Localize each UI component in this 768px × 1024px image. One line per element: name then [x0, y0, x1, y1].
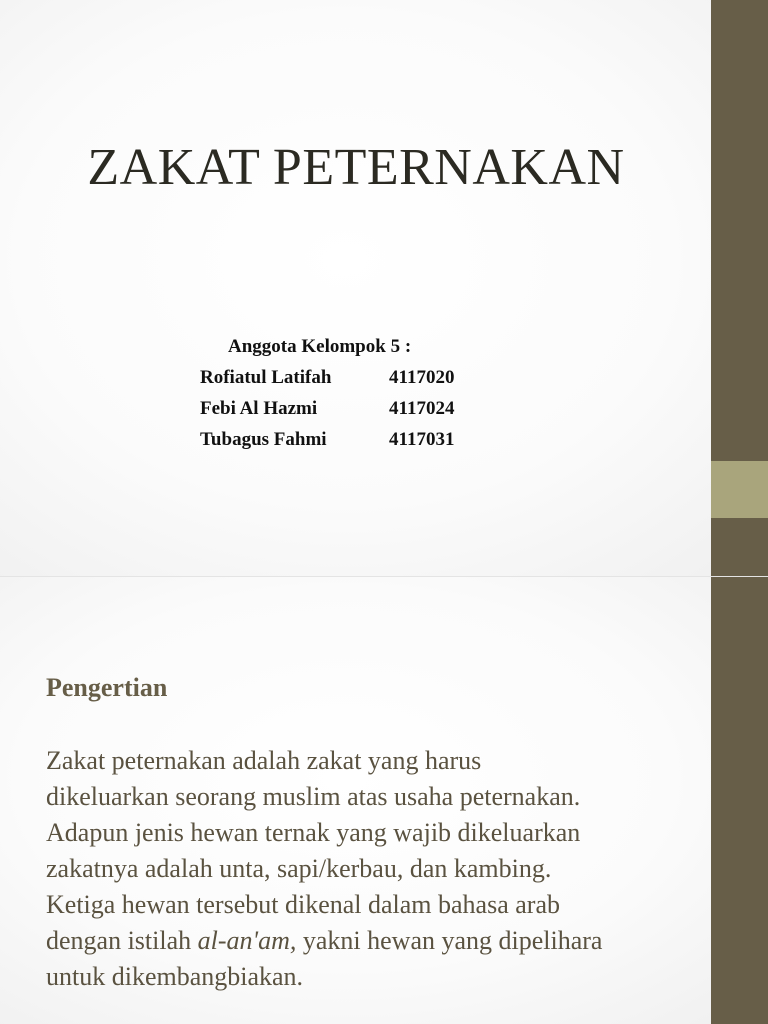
sidebar-bar: [711, 577, 768, 1024]
member-name: Febi Al Hazmi: [200, 398, 318, 419]
paragraph-line: Zakat peternakan adalah zakat yang harus: [46, 746, 482, 775]
paragraph-line: Ketiga hewan tersebut dikenal dalam bahasa arab: [46, 890, 560, 919]
member-id: 4117024: [389, 398, 455, 419]
definition-paragraph: [46, 743, 686, 995]
section-heading: Pengertian: [46, 673, 168, 702]
member-row: [200, 393, 454, 424]
line-text: dengan istilah: [46, 926, 198, 955]
member-id: 4117031: [389, 429, 455, 450]
italic-term: al-an'am,: [197, 926, 297, 955]
member-name: Tubagus Fahmi: [200, 429, 327, 450]
line-text: yakni hewan yang dipelihara: [296, 926, 603, 955]
slide-2: [0, 576, 768, 1024]
paragraph-line: dikeluarkan seorang muslim atas usaha peternakan.: [46, 782, 581, 811]
paragraph-line: zakatnya adalah unta, sapi/kerbau, dan kambing.: [46, 854, 552, 883]
member-row: [200, 424, 454, 455]
member-id: 4117020: [389, 367, 455, 388]
sidebar-bar: [711, 0, 768, 576]
paragraph-line: untuk dikembangbiakan.: [46, 962, 304, 991]
member-list: [200, 332, 454, 455]
member-row: [200, 362, 454, 393]
slide-title: ZAKAT PETERNAKAN: [87, 139, 625, 196]
member-list-heading: Anggota Kelompok 5 :: [228, 336, 412, 357]
sidebar-accent: [711, 461, 768, 518]
member-name: Rofiatul Latifah: [200, 367, 332, 388]
paragraph-line: Adapun jenis hewan ternak yang wajib dikeluarkan: [46, 818, 581, 847]
paragraph-line: [46, 923, 686, 959]
